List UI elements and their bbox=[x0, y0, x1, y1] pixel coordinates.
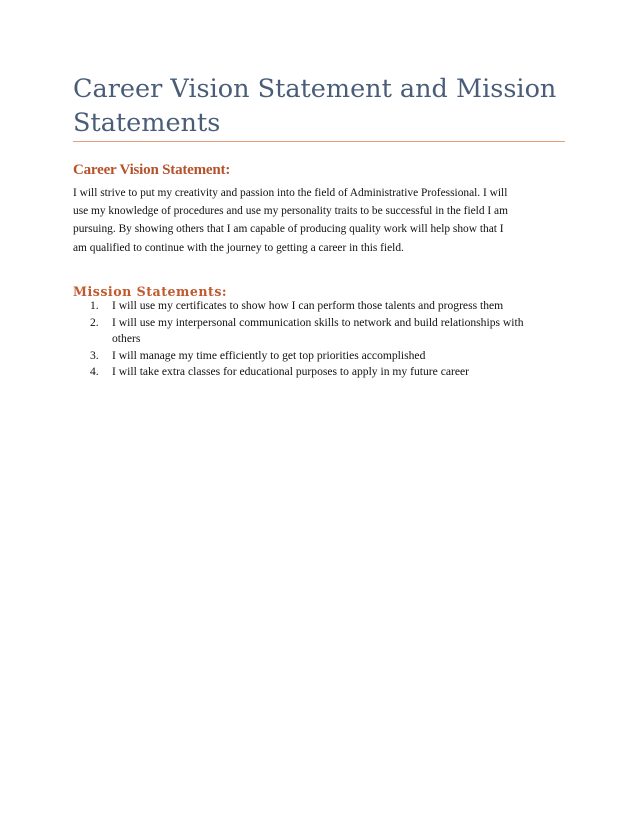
title-line-1: Career Vision Statement and Mission bbox=[73, 74, 557, 104]
mission-item-1 bbox=[73, 298, 565, 315]
mission-list bbox=[73, 298, 565, 381]
mission-number: 2. bbox=[90, 315, 99, 329]
title-divider bbox=[73, 141, 565, 142]
mission-heading: Mission Statements: bbox=[73, 284, 228, 299]
vision-paragraph bbox=[73, 184, 565, 257]
mission-number: 3. bbox=[90, 348, 99, 362]
title-line-2: Statements bbox=[73, 108, 221, 138]
vision-line: use my knowledge of procedures and use my personality traits to be successful in the field I am bbox=[73, 205, 508, 218]
mission-item-3 bbox=[73, 348, 565, 365]
mission-item-2 bbox=[73, 315, 565, 348]
mission-text-continued: others bbox=[112, 332, 141, 345]
page-title bbox=[73, 72, 565, 140]
mission-number: 1. bbox=[90, 299, 99, 312]
mission-text: I will use my certificates to show how I can perform those talents and progress them bbox=[112, 299, 504, 312]
vision-line: pursuing. By showing others that I am capable of producing quality work will help show that I bbox=[73, 223, 504, 236]
mission-text: I will manage my time efficiently to get top priorities accomplished bbox=[112, 348, 426, 362]
mission-text: I will use my interpersonal communication skills to network and build relationships with bbox=[112, 315, 524, 329]
mission-text: I will take extra classes for educational purposes to apply in my future career bbox=[112, 365, 470, 378]
mission-item-4 bbox=[73, 364, 565, 381]
vision-line: I will strive to put my creativity and passion into the field of Administrative Professional. I will bbox=[73, 187, 508, 199]
mission-number: 4. bbox=[90, 365, 99, 378]
vision-line: am qualified to continue with the journey to getting a career in this field. bbox=[73, 241, 404, 254]
vision-heading: Career Vision Statement: bbox=[73, 162, 231, 178]
